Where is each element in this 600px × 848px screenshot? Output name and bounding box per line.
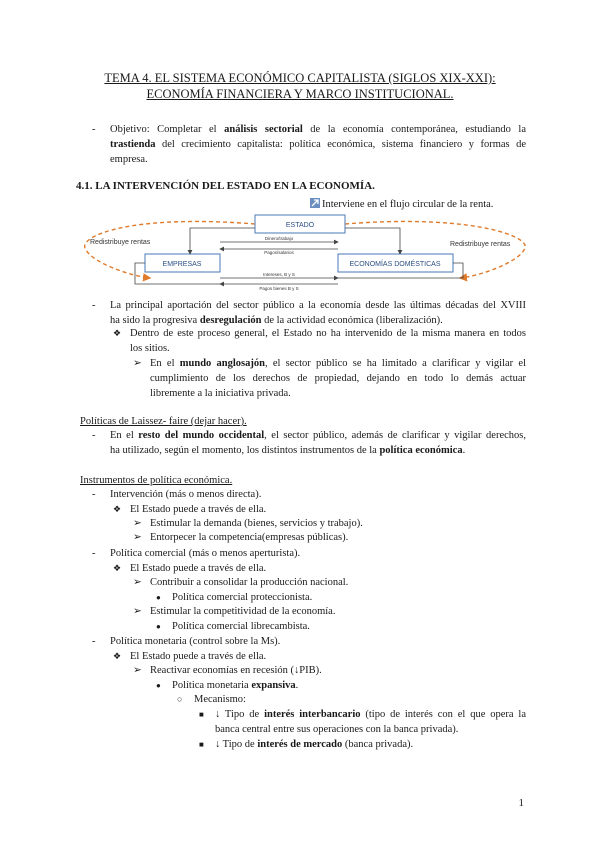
objective-line-2: trastienda del crecimiento capitalista: política económica, sistema financiero y formas de (110, 139, 526, 150)
circular-flow-diagram (70, 196, 540, 296)
estado-link-right (345, 228, 400, 254)
instrument-1-item-1: Estimular la demanda (bienes, servicios y trabajo). (150, 518, 363, 529)
instrument-3-item-1: Reactivar economías en recesión (↓PIB). (150, 665, 322, 676)
laissez-line-2: ha utilizado, según el momento, los distintos instrumentos de la política económica. (110, 445, 466, 456)
instrument-2-item-2-detail: Política comercial librecambista. (172, 621, 310, 632)
instruments-heading: Instrumentos de política económica. (80, 475, 233, 486)
diamond-bullet-icon: ❖ (113, 651, 122, 661)
circle-bullet-icon: ○ (177, 694, 183, 704)
instrument-3-sub: El Estado puede a través de ella. (130, 651, 267, 662)
instrument-2-item-1: Contribuir a consolidar la producción nacional. (150, 577, 349, 588)
mechanism-item-1-line-2: banca central entre sus operaciones con la banca privada). (215, 724, 459, 735)
paragraph-2-line-2: los sitios. (130, 343, 170, 354)
dot-bullet-icon: ● (156, 681, 161, 690)
arrow-bullet-icon: ➢ (133, 532, 142, 543)
diamond-bullet-icon: ❖ (113, 504, 122, 514)
instrument-2-item-2: Estimular la competitividad de la economía. (150, 606, 336, 617)
instrument-1-item-2: Entorpecer la competencia(empresas públicas). (150, 532, 349, 543)
instrument-1-sub: El Estado puede a través de ella. (130, 504, 267, 515)
arrow-bullet-icon: ➢ (133, 577, 142, 588)
flow-label-1: Dinero/trabajo (264, 236, 294, 241)
dash-marker: - (92, 548, 96, 559)
left-redistribution-label: Redistribuye rentas (90, 239, 151, 246)
dot-bullet-icon: ● (156, 622, 161, 631)
dash-marker: - (92, 430, 96, 441)
mechanism-item-2: ↓ Tipo de interés de mercado (banca privada). (215, 739, 414, 750)
document-title-line-2: ECONOMÍA FINANCIERA Y MARCO INSTITUCIONAL. (146, 87, 454, 101)
flow-label-4: Pagos bienes B y S (259, 286, 299, 291)
estado-label: ESTADO (285, 222, 315, 229)
objective-line-1: Objetivo: Completar el análisis sectorial de la economía contemporánea, estudiando la (110, 124, 527, 135)
paragraph-3-line-1: En el mundo anglosajón, el sector público se ha limitado a clarificar y vigilar el (150, 358, 526, 369)
mechanism-label: Mecanismo: (194, 694, 246, 705)
objective-line-3: empresa. (110, 154, 148, 165)
arrow-bullet-icon: ➢ (133, 518, 142, 529)
diamond-bullet-icon: ❖ (113, 328, 122, 338)
instrument-2-item-1-detail: Política comercial proteccionista. (172, 592, 313, 603)
arrow-bullet-icon: ➢ (133, 665, 142, 676)
square-bullet-icon: ■ (199, 710, 204, 719)
empresas-label: EMPRESAS (162, 261, 202, 268)
dash-marker: - (92, 300, 96, 311)
dash-marker: - (92, 124, 96, 135)
mechanism-item-1-line-1: ↓ Tipo de interés interbancario (tipo de interés con el que opera la (215, 709, 527, 720)
page-number: 1 (518, 797, 524, 809)
diagram-note: Interviene en el flujo circular de la renta. (310, 198, 493, 212)
right-redistribution-label: Redistribuye rentas (450, 241, 511, 248)
instrument-1: Intervención (más o menos directa). (110, 489, 262, 500)
paragraph-2-line-1: Dentro de este proceso general, el Estado no ha intervenido de la misma manera en todos (130, 328, 526, 339)
square-bullet-icon: ■ (199, 740, 204, 749)
economias-label: ECONOMÍAS DOMÉSTICAS (349, 261, 441, 268)
dash-marker: - (92, 636, 96, 647)
section-heading-4-1: 4.1. LA INTERVENCIÓN DEL ESTADO EN LA ECONOMÍA. (76, 180, 375, 192)
arrow-bullet-icon: ➢ (133, 606, 142, 617)
paragraph-1-line-1: La principal aportación del sector público a la economía desde las últimas décadas del XVIII (110, 300, 526, 311)
diamond-bullet-icon: ❖ (113, 563, 122, 573)
laissez-line-1: En el resto del mundo occidental, el sector público, además de clarificar y vigilar derechos, (110, 430, 526, 441)
paragraph-3-line-2: cumplimiento de los derechos de propiedad, dejando en todo lo demás actuar (150, 373, 526, 384)
paragraph-3-line-3: libremente a la iniciativa privada. (150, 388, 291, 399)
flow-label-2: Pagos/salarios (264, 250, 294, 255)
instrument-3: Política monetaria (control sobre la Ms). (110, 636, 281, 647)
instrument-2-sub: El Estado puede a través de ella. (130, 563, 267, 574)
instrument-2: Política comercial (más o menos aperturista). (110, 548, 301, 559)
dot-bullet-icon: ● (156, 593, 161, 602)
instrument-3-item-1-detail: Política monetaria expansiva. (172, 680, 299, 691)
dash-marker: - (92, 489, 96, 500)
estado-link-left (190, 228, 255, 254)
arrow-bullet-icon: ➢ (133, 358, 142, 369)
document-title-line-1: TEMA 4. EL SISTEMA ECONÓMICO CAPITALISTA (SIGLOS XIX-XXI): (104, 71, 496, 85)
flow-label-3: Intereses, B y S (263, 272, 295, 277)
paragraph-1-line-2: ha sido la progresiva desregulación de la actividad económica (liberalización). (110, 315, 443, 326)
laissez-faire-heading: Políticas de Laissez- faire (dejar hacer). (80, 416, 247, 427)
